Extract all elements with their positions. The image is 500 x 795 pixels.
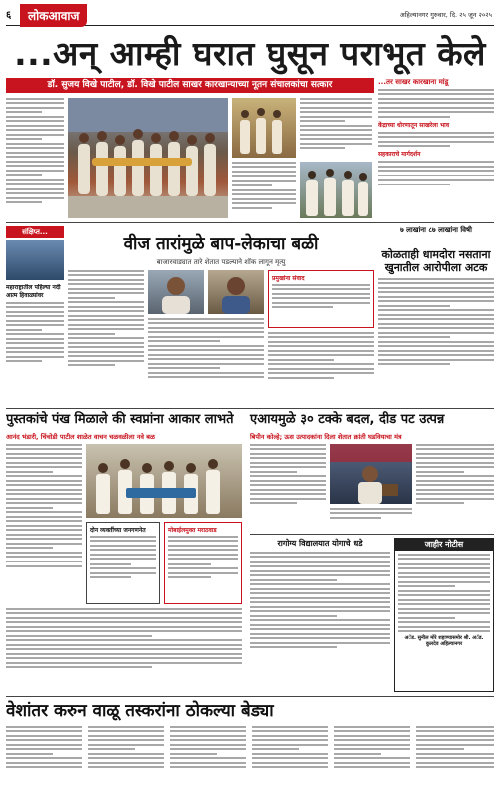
ai-column-2 [416, 444, 494, 530]
masthead: लोकआवाज [20, 4, 87, 27]
books-headline: पुस्तकांचे पंख मिळाले की स्वप्नांना आकार लाभते [6, 412, 234, 427]
books-column-1 [6, 444, 82, 604]
side-title: ...तर साखर कारखाना मांडू [378, 78, 449, 86]
yoga-column [250, 552, 390, 692]
center-column-1 [68, 270, 144, 404]
divider [6, 222, 494, 223]
lead-photo-figures [68, 98, 228, 218]
lead-side-column [378, 78, 494, 218]
brief-title: महाराष्ट्रातील पहिल्या नदी आत्म हिवाळ्यांवर [6, 284, 61, 299]
notice-title: जाहीर नोटीस [395, 539, 493, 551]
newspaper-page [6, 4, 494, 791]
mobile-free-title: मोबाईलमुक्त मराठवाड [168, 527, 217, 534]
bottom-column-4 [252, 726, 328, 790]
issue-line: अहिल्यानगर गुरुवार, दि. २५ जून २०२५ [399, 11, 492, 19]
bottom-column-3 [170, 726, 246, 790]
bottom-column-1 [6, 726, 82, 790]
ai-caption [330, 508, 412, 530]
lead-column-2 [232, 162, 296, 218]
box-title: प्रमुखांना संवाद [272, 275, 305, 282]
lead-photo-third [300, 162, 372, 218]
lead-photo-felicitation [68, 98, 228, 218]
public-notice [394, 538, 494, 692]
page-number: ६ [6, 10, 12, 21]
stat-box: ७ लाखांना ८७ लाखांना विषी [400, 226, 472, 234]
bottom-headline: वेशांतर करुन वाळू तस्करांना ठोकल्या बेड्या [6, 701, 274, 721]
ai-column-1 [250, 444, 326, 530]
side-subtitle-2: सहकाराचे मार्गदर्शन [378, 151, 421, 159]
brief-tag: संक्षिप्त... [6, 226, 64, 238]
ai-headline: एआयमुळे ३० टक्के बदल, दीड पट उत्पन्न [250, 412, 445, 427]
center-column-2 [148, 318, 264, 404]
bottom-column-6 [416, 726, 494, 790]
bottom-column-2 [88, 726, 164, 790]
ai-photo [330, 444, 412, 504]
right-headline: कोळताही धामदोरा नसताना खुनातील आरोपीला अटक [381, 248, 491, 274]
center-subhead: बाजारवाड्यात तारे शेतात पडल्याने शॉक लागून मृत्यु [156, 258, 286, 266]
right-column [378, 278, 494, 404]
lead-subhead: डॉ. सुजय विखे पाटील, डॉ. विखे पाटील साखर कारखान्याच्या नूतन संचालकांचा सत्कार [6, 78, 374, 93]
census-box-title: दोन व्यक्तींच्या जनगणनेत [90, 527, 146, 534]
brief-column [6, 284, 64, 404]
center-column-3 [268, 332, 374, 404]
ai-subhead: बिपीन कोल्हे; ऊस उत्पादकांना दिला शेतात क्रांती घडवियाचा मंत्र [250, 433, 402, 441]
side-subtitle: केंद्राच्या धोरणातून साखरेला भाव [378, 121, 450, 129]
bottom-column-5 [334, 726, 410, 790]
books-column-bottom [6, 608, 242, 692]
lead-column-3 [300, 98, 372, 158]
divider [6, 408, 494, 409]
lead-column-1 [6, 98, 64, 218]
mobile-free-box [164, 522, 242, 604]
divider [6, 696, 494, 697]
notice-footer: अॅड. सुनील मोरे शहाण्यासमोर श्री. अॅड. कुलदेव अहिल्यानगर [404, 634, 484, 648]
divider [250, 534, 494, 535]
census-box [86, 522, 160, 604]
victim-photo-1 [148, 270, 204, 314]
page-header [6, 4, 494, 26]
books-subhead: आनंद भंडारी, चिंचोडी पाटील शाळेत वाचन चळवळीला नवे बळ [6, 433, 155, 441]
victim-photo-2 [208, 270, 264, 314]
brief-photo [6, 240, 64, 280]
books-photo [86, 444, 242, 518]
yoga-headline: रागोग्य विद्यालयात योगाचे धडे [277, 539, 363, 548]
lead-photo-secondary [232, 98, 296, 158]
center-headline: वीज तारांमुळे बाप-लेकाचा बळी [123, 234, 319, 254]
box-highlight [268, 270, 374, 328]
lead-headline: ...अन् आम्ही घरात घुसून पराभूत केले [14, 34, 486, 73]
